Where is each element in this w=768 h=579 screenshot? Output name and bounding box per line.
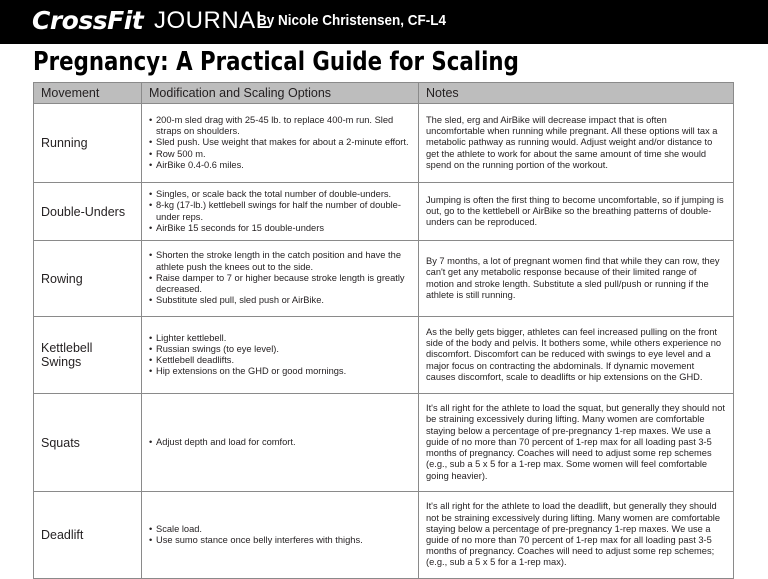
column-header-modification: Modification and Scaling Options bbox=[142, 83, 419, 104]
author-byline: By Nicole Christensen, CF-L4 bbox=[257, 12, 447, 29]
column-header-movement: Movement bbox=[34, 83, 142, 104]
option-item: • Hip extensions on the GHD or good mornings. bbox=[149, 366, 411, 377]
notes-cell: By 7 months, a lot of pregnant women find that while they can row, they can't get any metabolic response because of their limited range of motion and stroke length. Substitute a sled pull/push or running if the athlete is still running. bbox=[419, 241, 734, 317]
movement-cell: Deadlift bbox=[34, 492, 142, 579]
column-header-notes: Notes bbox=[419, 83, 734, 104]
page-title: Pregnancy: A Practical Guide for Scaling bbox=[33, 47, 519, 77]
notes-cell: It's all right for the athlete to load the deadlift, but generally they should not be straining excessively during lifting. Many women are comfortable staying below a percentage of pre-pregnancy 1-rep maxes. We use a guide of no more than 70 percent of 1-rep max for all loading past 3-5 months of pregnancy. Coaches will need to adjust some rep schemes; (e.g., sub a 5 x 5 for a 1-rep max). bbox=[419, 492, 734, 579]
scaling-table bbox=[33, 82, 734, 579]
option-item: • Raise damper to 7 or higher because stroke length is greatly decreased. bbox=[149, 273, 411, 295]
brand-logo-journal: JOURNAL bbox=[154, 7, 270, 34]
table-row bbox=[34, 492, 734, 579]
table-header-row bbox=[34, 83, 734, 104]
option-item: • Row 500 m. bbox=[149, 149, 411, 160]
options-cell bbox=[142, 183, 419, 241]
option-item: • AirBike 15 seconds for 15 double-unders bbox=[149, 223, 411, 234]
table-row bbox=[34, 241, 734, 317]
option-item: • Lighter kettlebell. bbox=[149, 333, 411, 344]
option-item: • Use sumo stance once belly interferes with thighs. bbox=[149, 535, 411, 546]
option-item: • 8-kg (17-lb.) kettlebell swings for half the number of double-under reps. bbox=[149, 200, 411, 222]
options-cell bbox=[142, 104, 419, 183]
notes-cell: As the belly gets bigger, athletes can feel increased pulling on the front side of the body and pelvis. It bothers some, while others experience no discomfort. Discomfort can be reduced with swings to eye level and a major focus on contracting the abdominals. If dynamic movement causes discomfort, scale to deadlifts or hip extensions on the GHD. bbox=[419, 317, 734, 394]
header-banner bbox=[0, 0, 768, 44]
option-item: • 200-m sled drag with 25-45 lb. to replace 400-m run. Sled straps on shoulders. bbox=[149, 115, 411, 137]
movement-cell: Double-Unders bbox=[34, 183, 142, 241]
notes-cell: Jumping is often the first thing to become uncomfortable, so if jumping is out, go to the kettlebell or AirBike so the breathing patterns of double-unders can be reproduced. bbox=[419, 183, 734, 241]
movement-cell: Rowing bbox=[34, 241, 142, 317]
option-item: • Singles, or scale back the total number of double-unders. bbox=[149, 189, 411, 200]
option-item: • Shorten the stroke length in the catch position and have the athlete push the knees out to the side. bbox=[149, 250, 411, 272]
movement-cell: Kettlebell Swings bbox=[34, 317, 142, 394]
movement-cell: Running bbox=[34, 104, 142, 183]
option-item: • Adjust depth and load for comfort. bbox=[149, 437, 411, 448]
option-item: • Russian swings (to eye level). bbox=[149, 344, 411, 355]
option-item: • Scale load. bbox=[149, 524, 411, 535]
table-row bbox=[34, 394, 734, 492]
notes-cell: The sled, erg and AirBike will decrease impact that is often uncomfortable when running while pregnant. All these options will tax a metabolic pathway as running would. Adjust weight and/or distance to get the athlete to work for about the same amount of time she would spend on the running portion of the workout. bbox=[419, 104, 734, 183]
movement-cell: Squats bbox=[34, 394, 142, 492]
table-row bbox=[34, 104, 734, 183]
option-item: • AirBike 0.4-0.6 miles. bbox=[149, 160, 411, 171]
table-row bbox=[34, 317, 734, 394]
options-cell bbox=[142, 492, 419, 579]
options-cell bbox=[142, 317, 419, 394]
option-item: • Substitute sled pull, sled push or AirBike. bbox=[149, 295, 411, 306]
table-row bbox=[34, 183, 734, 241]
options-cell bbox=[142, 394, 419, 492]
option-item: • Sled push. Use weight that makes for about a 2-minute effort. bbox=[149, 137, 411, 148]
notes-cell: It's all right for the athlete to load the squat, but generally they should not be straining excessively during lifting. Many women are comfortable staying below a percentage of pre-pregnancy 1-rep maxes. We use a guide of no more than 70 percent of 1-rep max for all loading past 3-5 months of pregnancy. Coaches will need to adjust some rep schemes (e.g., sub a 5 x 5 for a 1-rep max. Some women will feel comfortable going heavier). bbox=[419, 394, 734, 492]
option-item: • Kettlebell deadlifts. bbox=[149, 355, 411, 366]
brand-logo-crossfit: CrossFit bbox=[32, 6, 144, 35]
options-cell bbox=[142, 241, 419, 317]
